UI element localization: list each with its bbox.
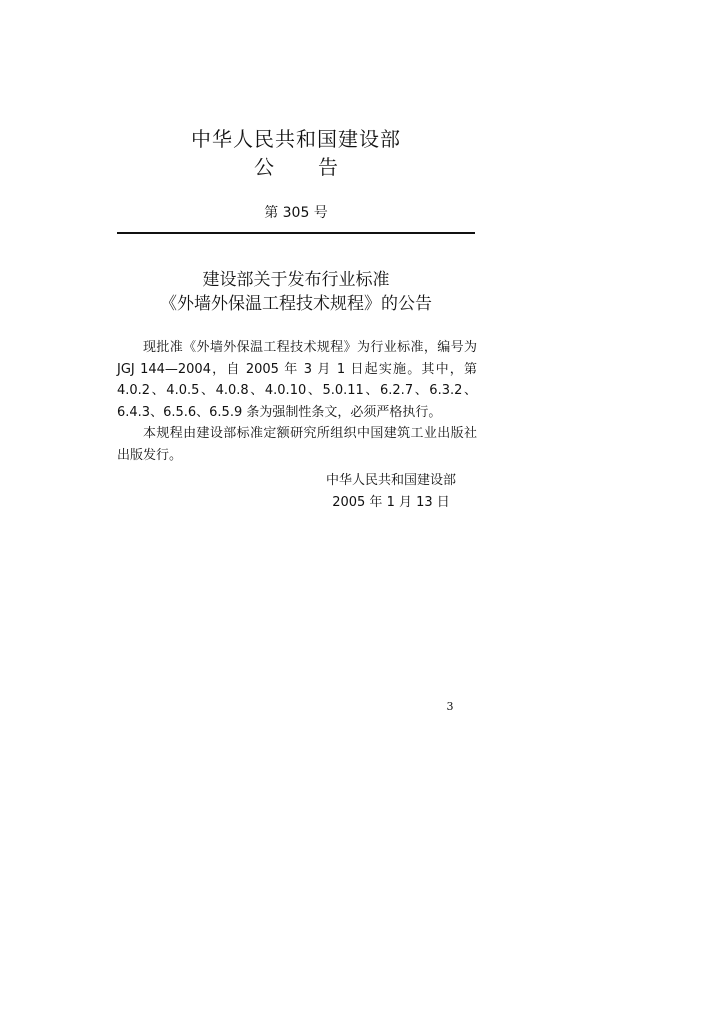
body-paragraph-1: 现批准《外墙外保温工程技术规程》为行业标准，编号为JGJ 144—2004，自 2005 年 3 月 1 日起实施。其中，第 4.0.2、4.0.5、4.0.8、4.0.10、5.0.11、6.2.7、6.3.2、6.4.3、6.5.6、6.5.9 条为强制性条文，必须严格执行。 [117, 340, 477, 420]
notice-heading [117, 152, 475, 182]
ministry-heading: 中华人民共和国建设部 [191, 127, 401, 151]
body-paragraph-2: 本规程由建设部标准定额研究所组织中国建筑工业出版社出版发行。 [117, 426, 477, 463]
announcement-body [117, 337, 477, 466]
notice-char-2: 告 [318, 155, 338, 179]
announcement-title-line2: 《外墙外保温工程技术规程》的公告 [160, 294, 432, 314]
header-divider [117, 232, 475, 234]
signature-date: 2005 年 1 月 13 日 [332, 495, 450, 510]
notice-char-1: 公 [254, 155, 274, 179]
signature-org: 中华人民共和国建设部 [325, 473, 456, 488]
announcement-number: 第 305 号 [264, 205, 328, 221]
page-number: 3 [446, 700, 454, 713]
announcement-title-line1: 建设部关于发布行业标准 [202, 270, 390, 290]
signature-block [320, 470, 462, 514]
